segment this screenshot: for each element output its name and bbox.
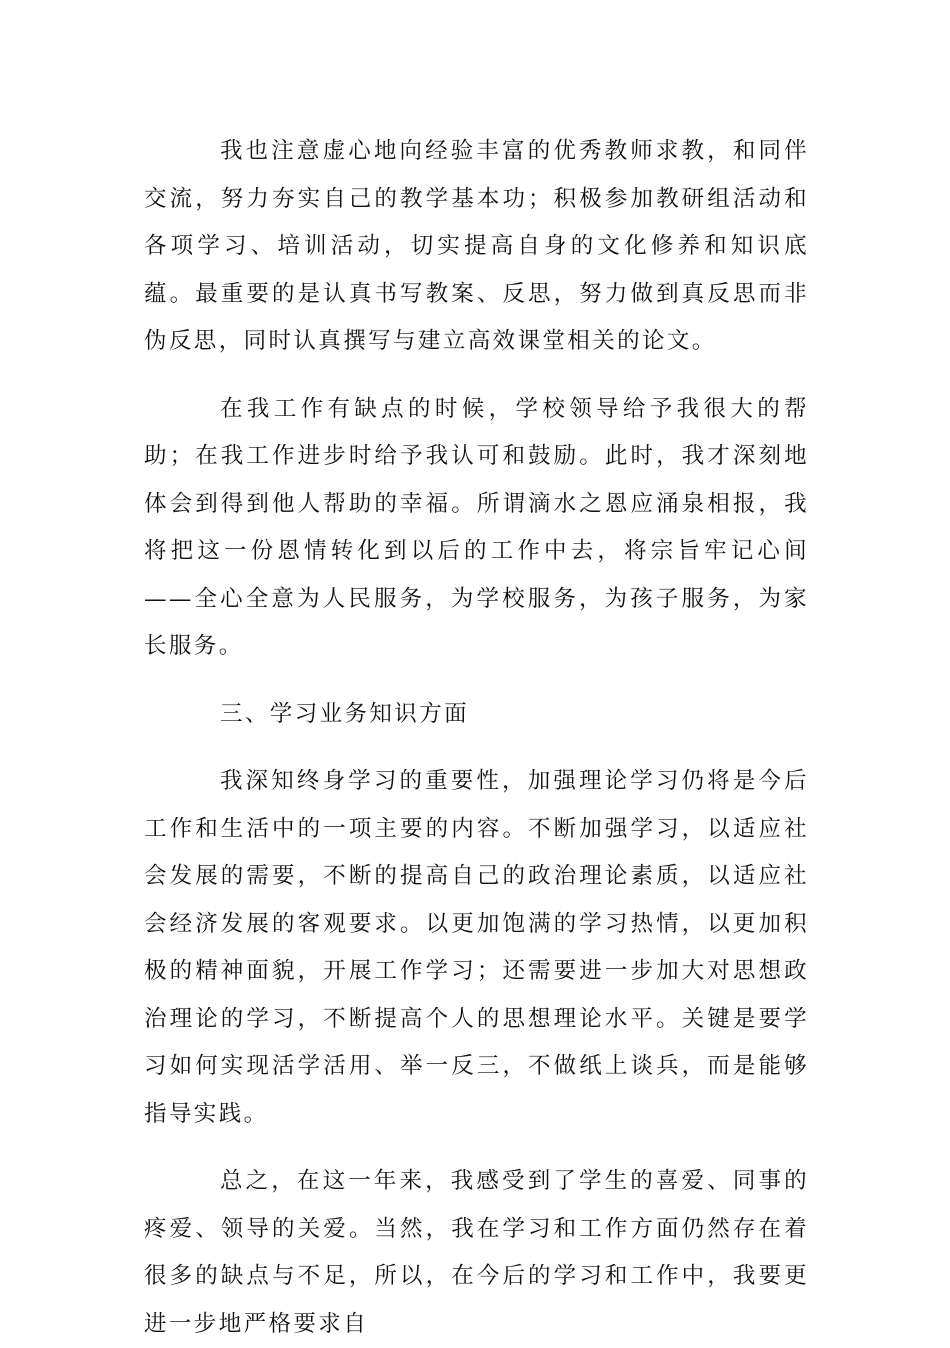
paragraph-teaching-skills: 我也注意虚心地向经验丰富的优秀教师求教，和同伴交流，努力夯实自己的教学基本功；积极参加教研组活动和各项学习、培训活动，切实提高自身的文化修养和知识底蕴。最重要的是认真书写教案、反思，努力做到真反思而非伪反思，同时认真撰写与建立高效课堂相关的论文。 — [144, 138, 809, 354]
section-heading-learning: 三、学习业务知识方面 — [220, 700, 470, 727]
paragraph-leadership-help: 在我工作有缺点的时候，学校领导给予我很大的帮助；在我工作进步时给予我认可和鼓励。此时，我才深刻地体会到得到他人帮助的幸福。所谓滴水之恩应涌泉相报，我将把这一份恩情转化到以后的工作中去，将宗旨牢记心间——全心全意为人民服务，为学校服务，为孩子服务，为家长服务。 — [144, 395, 809, 659]
paragraph-lifelong-learning: 我深知终身学习的重要性，加强理论学习仍将是今后工作和生活中的一项主要的内容。不断加强学习，以适应社会发展的需要，不断的提高自己的政治理论素质，以适应社会经济发展的客观要求。以更加饱满的学习热情，以更加积极的精神面貌，开展工作学习；还需要进一步加大对思想政治理论的学习，不断提高个人的思想理论水平。关键是要学习如何实现活学活用、举一反三，不做纸上谈兵，而是能够指导实践。 — [144, 768, 809, 1127]
document-body — [144, 128, 809, 1348]
paragraph-conclusion: 总之，在这一年来，我感受到了学生的喜爱、同事的疼爱、领导的关爱。当然，我在学习和工作方面仍然存在着很多的缺点与不足，所以，在今后的学习和工作中，我要更进一步地严格要求自 — [144, 1168, 809, 1337]
